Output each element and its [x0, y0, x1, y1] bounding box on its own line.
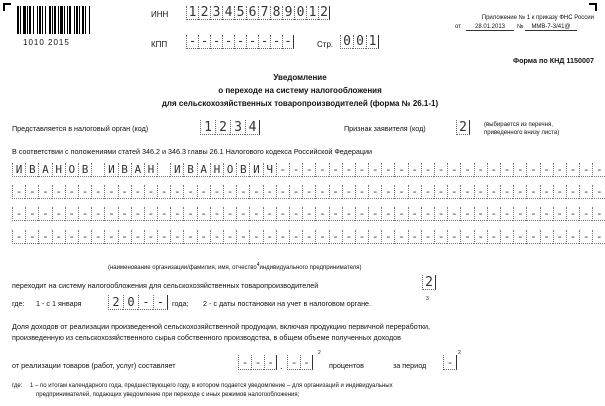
form-code: Форма по КНД 1150007 [512, 56, 594, 65]
form-cell: 9 [282, 6, 294, 20]
barcode-bar [90, 6, 92, 34]
form-cell: 7 [258, 6, 270, 20]
name-cell: - [579, 230, 592, 244]
name-cell: - [131, 185, 144, 199]
name-cell: - [118, 185, 131, 199]
name-cell: - [170, 207, 183, 221]
form-cell: 0 [123, 295, 138, 310]
year-cells [108, 295, 168, 310]
name-cell: - [236, 185, 249, 199]
name-cell: - [500, 185, 513, 199]
name-cell [91, 163, 104, 177]
name-cell: - [78, 230, 91, 244]
name-cell: - [355, 207, 368, 221]
name-cell: - [263, 230, 276, 244]
form-cell: 0 [294, 6, 306, 20]
name-cell: - [434, 163, 447, 177]
name-cell: - [566, 163, 579, 177]
kpp-label: КПП [151, 40, 168, 49]
name-cell: - [329, 230, 342, 244]
name-cell: - [408, 230, 421, 244]
name-caption-end: индивидуального предпринимателя) [259, 265, 362, 271]
transition-option-2: 2 - с даты постановки на учет в налоговом органе. [203, 299, 372, 308]
period-cell [443, 355, 457, 370]
tax-authority-cells [200, 120, 260, 135]
name-cell: - [276, 207, 289, 221]
name-cell: - [52, 185, 65, 199]
name-cell: - [302, 207, 315, 221]
name-cell: О [65, 163, 78, 177]
name-cell: - [381, 207, 394, 221]
name-cell: - [553, 207, 566, 221]
name-cell: - [460, 207, 473, 221]
form-cell: - [210, 35, 222, 49]
name-cell: - [540, 230, 553, 244]
name-row-1 [12, 163, 605, 177]
applicant-cell [456, 120, 470, 135]
name-cell: - [566, 230, 579, 244]
form-cell: - [238, 355, 251, 370]
name-cell: - [329, 163, 342, 177]
form-cell: 2 [422, 275, 436, 290]
appendix-from: от [455, 24, 461, 30]
name-cell: - [52, 230, 65, 244]
name-cell: - [342, 185, 355, 199]
transition-label: переходит на систему налогообложения для сельскохозяйственных товаропроизводителей [12, 281, 319, 290]
name-cell: - [566, 207, 579, 221]
name-cell: - [408, 207, 421, 221]
name-cell: - [474, 185, 487, 199]
period-sup: 2 [458, 350, 461, 356]
name-cell: - [236, 207, 249, 221]
name-cell: - [302, 185, 315, 199]
name-cell: - [394, 163, 407, 177]
name-row-3 [12, 207, 605, 221]
form-cell: - [300, 355, 313, 370]
page-label: Стр. [317, 40, 334, 49]
percent-cells [238, 355, 277, 370]
transition-where: где: [12, 299, 25, 308]
name-cell: - [447, 163, 460, 177]
applicant-note2: приведенного внизу листа) [484, 130, 560, 136]
name-cell: - [223, 207, 236, 221]
name-cell: И [104, 163, 117, 177]
name-cell: О [223, 163, 236, 177]
decimal-point: . [280, 361, 283, 371]
name-cell: - [131, 230, 144, 244]
name-cell: - [315, 163, 328, 177]
name-cell: - [460, 163, 473, 177]
form-cell: - [234, 35, 246, 49]
name-cell: - [513, 207, 526, 221]
name-cell: - [342, 163, 355, 177]
name-cell: - [91, 230, 104, 244]
form-cell: 4 [245, 120, 260, 135]
name-cell: - [434, 207, 447, 221]
name-cell: - [592, 230, 605, 244]
name-row-4 [12, 230, 605, 244]
name-cell: - [12, 207, 25, 221]
form-cell: 5 [234, 6, 246, 20]
basis-text: В соответствии с положениями статей 346.2 и 346.3 главы 26.1 Налогового кодекса Российской Федерации [12, 147, 372, 156]
form-cell: 1 [366, 35, 379, 49]
name-cell: - [289, 230, 302, 244]
name-cell: - [144, 230, 157, 244]
name-cell: - [104, 230, 117, 244]
form-cell: - [251, 355, 264, 370]
name-cell: - [381, 163, 394, 177]
form-cell: - [270, 35, 282, 49]
name-cell: - [157, 207, 170, 221]
name-cell: - [487, 185, 500, 199]
name-cell: И [12, 163, 25, 177]
name-cell: - [421, 163, 434, 177]
name-cell: - [592, 163, 605, 177]
period-label: за период [393, 361, 427, 370]
name-cell: - [236, 230, 249, 244]
name-cell: - [342, 230, 355, 244]
name-cell: - [592, 185, 605, 199]
name-cell: - [553, 230, 566, 244]
name-cell: - [38, 230, 51, 244]
percent-label: процентов [329, 361, 364, 370]
name-cell: - [434, 185, 447, 199]
title-line2: о переходе на систему налогообложения [218, 86, 382, 95]
name-cell: - [157, 230, 170, 244]
name-cell: Н [210, 163, 223, 177]
appendix-number: ММВ-7-3/41@ [525, 24, 577, 31]
name-cell: - [302, 163, 315, 177]
footnote-1b: предпринимателей, подающих уведомление при переходе с иных режимов налогообложения; [36, 392, 300, 398]
corner-mark-tr [589, 3, 597, 11]
form-cell: - [186, 35, 198, 49]
name-cell: - [197, 230, 210, 244]
name-cell: - [460, 230, 473, 244]
name-cell: - [118, 230, 131, 244]
name-cell: - [381, 185, 394, 199]
name-cell: - [368, 207, 381, 221]
name-cell: - [368, 163, 381, 177]
name-cell: - [249, 207, 262, 221]
name-cell: - [38, 185, 51, 199]
name-cell: - [474, 163, 487, 177]
form-cell: - [222, 35, 234, 49]
name-cell: - [355, 163, 368, 177]
name-cell: - [12, 185, 25, 199]
income-line1: Доля доходов от реализации произведенной сельскохозяйственной продукции, включая продукцию первичной переработки, [12, 322, 431, 331]
form-cell: - [246, 35, 258, 49]
form-cell: 8 [270, 6, 282, 20]
name-cell: - [12, 230, 25, 244]
name-cell: - [500, 207, 513, 221]
form-cell: 1 [306, 6, 318, 20]
name-cell: - [394, 230, 407, 244]
name-cell: - [249, 185, 262, 199]
name-cell: - [500, 230, 513, 244]
name-cell: В [236, 163, 249, 177]
name-cell: А [38, 163, 51, 177]
form-cell: 6 [246, 6, 258, 20]
name-cell: - [65, 230, 78, 244]
name-row-2 [12, 185, 605, 199]
name-cell: - [592, 207, 605, 221]
name-cell: И [170, 163, 183, 177]
form-cell: 2 [108, 295, 123, 310]
form-cell: - [153, 295, 168, 310]
name-cell: - [223, 185, 236, 199]
name-cell: - [118, 207, 131, 221]
name-cell: - [289, 207, 302, 221]
name-cell: - [487, 207, 500, 221]
name-cell: - [447, 230, 460, 244]
name-cell: - [329, 185, 342, 199]
title-line1: Уведомление [273, 73, 327, 82]
form-cell: - [198, 35, 210, 49]
title-line3: для сельскохозяйственных товаропроизводителей (форма № 26.1-1) [161, 99, 439, 108]
form-cell: 2 [456, 120, 470, 135]
corner-mark-tl [3, 3, 11, 11]
inn-label: ИНН [151, 10, 169, 19]
name-cell: - [131, 207, 144, 221]
name-caption-sup: 4 [256, 262, 260, 268]
form-cell: 0 [340, 35, 353, 49]
form-cell: - [287, 355, 300, 370]
name-cell: - [500, 163, 513, 177]
name-cell: Ч [263, 163, 276, 177]
form-cell: 3 [230, 120, 245, 135]
name-cell: - [579, 207, 592, 221]
footnote-where: где: [12, 383, 23, 389]
name-cell: - [183, 207, 196, 221]
name-cell: - [210, 185, 223, 199]
name-cell: - [368, 185, 381, 199]
name-cell: - [25, 230, 38, 244]
name-cell: - [65, 185, 78, 199]
name-cell: - [487, 163, 500, 177]
name-cell: - [210, 230, 223, 244]
name-cell: - [553, 185, 566, 199]
name-cell: - [526, 230, 539, 244]
name-cell: А [131, 163, 144, 177]
name-cell: - [144, 207, 157, 221]
name-cell: - [381, 230, 394, 244]
name-cell: - [421, 230, 434, 244]
transition-option-1: 1 - с 1 января [36, 299, 82, 308]
form-cell: 2 [318, 6, 330, 20]
name-cell: - [38, 207, 51, 221]
name-cell: - [487, 230, 500, 244]
name-cell: - [276, 185, 289, 199]
form-cell: 1 [200, 120, 215, 135]
name-cell: - [474, 230, 487, 244]
name-cell: - [170, 185, 183, 199]
name-cell: В [25, 163, 38, 177]
name-cell: - [355, 230, 368, 244]
name-cell: - [421, 185, 434, 199]
name-cell: - [447, 185, 460, 199]
name-cell: - [263, 185, 276, 199]
name-cell: - [553, 163, 566, 177]
name-cell: - [25, 185, 38, 199]
name-cell: - [210, 207, 223, 221]
name-cell: - [197, 185, 210, 199]
form-cell: 3 [210, 6, 222, 20]
name-cell: - [526, 163, 539, 177]
name-cell: - [540, 207, 553, 221]
inn-cells [186, 6, 330, 20]
name-cell: Н [144, 163, 157, 177]
name-cell: - [197, 207, 210, 221]
name-cell: - [276, 230, 289, 244]
name-caption-start: (наименование организации/фамилия, имя, отчество [108, 265, 257, 271]
footnote-1a: 1 – по итогам календарного года, предшествующего году, в котором подается уведомление – для организаций и индивидуальных [30, 383, 393, 389]
name-cell: - [315, 185, 328, 199]
year-suffix: года; [172, 299, 189, 308]
applicant-note1: (выбирается из перечня, [484, 122, 553, 128]
name-cell: - [394, 185, 407, 199]
name-cell: - [78, 207, 91, 221]
income-line3: от реализации товаров (работ, услуг) составляет [12, 361, 176, 370]
form-cell: - [138, 295, 153, 310]
transition-sup: 3 [426, 296, 429, 302]
name-cell: - [65, 207, 78, 221]
name-cell: И [249, 163, 262, 177]
name-cell: В [118, 163, 131, 177]
name-cell: - [329, 207, 342, 221]
name-cell: - [157, 185, 170, 199]
name-cell: - [315, 230, 328, 244]
name-cell: - [540, 163, 553, 177]
applicant-label: Признак заявителя (код) [344, 124, 426, 133]
appendix-line1: Приложение № 1 к приказу ФНС России [481, 15, 594, 21]
transition-code-cell [422, 275, 436, 290]
name-cell: - [408, 185, 421, 199]
name-cell: - [78, 185, 91, 199]
name-cell: - [91, 207, 104, 221]
name-cell: - [289, 185, 302, 199]
name-cell: А [197, 163, 210, 177]
name-cell: - [170, 230, 183, 244]
name-cell: - [566, 185, 579, 199]
name-cell: - [368, 230, 381, 244]
form-cell: 0 [353, 35, 366, 49]
name-cell: - [394, 207, 407, 221]
form-cell: 4 [222, 6, 234, 20]
name-caption [108, 262, 361, 271]
kpp-cells [186, 35, 294, 49]
name-cell: - [183, 185, 196, 199]
name-cell: - [25, 207, 38, 221]
barcode-number: 1010 2015 [23, 38, 70, 47]
name-cell: - [276, 163, 289, 177]
name-cell: В [78, 163, 91, 177]
name-cell: - [144, 185, 157, 199]
name-cell: Н [52, 163, 65, 177]
name-cell: - [91, 185, 104, 199]
name-cell: - [513, 163, 526, 177]
name-cell: - [302, 230, 315, 244]
name-cell: - [104, 185, 117, 199]
appendix-no: № [517, 24, 524, 30]
income-line2: произведенную из сельскохозяйственного сырья собственного производства, в общем объеме полученных доходов [12, 333, 401, 342]
name-cell [157, 163, 170, 177]
name-cell: - [447, 207, 460, 221]
name-cell: - [263, 207, 276, 221]
name-cell: - [249, 230, 262, 244]
form-cell: - [258, 35, 270, 49]
tax-authority-label: Представляется в налоговый орган (код) [12, 124, 149, 133]
name-cell: - [104, 207, 117, 221]
name-cell: - [315, 207, 328, 221]
form-cell: 1 [186, 6, 198, 20]
name-cell: - [408, 163, 421, 177]
name-cell: - [513, 230, 526, 244]
name-cell: - [460, 185, 473, 199]
name-cell: - [342, 207, 355, 221]
name-cell: - [183, 230, 196, 244]
barcode [17, 6, 101, 34]
form-cell: - [282, 35, 294, 49]
name-cell: - [526, 207, 539, 221]
name-cell: - [289, 163, 302, 177]
name-cell: - [421, 207, 434, 221]
income-sup: 2 [318, 350, 321, 356]
name-cell: - [579, 185, 592, 199]
decimal-cells [287, 355, 313, 370]
name-cell: - [474, 207, 487, 221]
page-cells [340, 35, 379, 49]
name-cell: - [355, 185, 368, 199]
form-cell: 2 [198, 6, 210, 20]
name-cell: - [434, 230, 447, 244]
form-cell: 2 [215, 120, 230, 135]
name-cell: - [540, 185, 553, 199]
name-cell: - [513, 185, 526, 199]
name-cell: - [52, 207, 65, 221]
name-cell: - [223, 230, 236, 244]
appendix-date: 28.01.2013 [466, 24, 514, 31]
name-cell: - [526, 185, 539, 199]
name-cell: - [579, 163, 592, 177]
form-cell: - [264, 355, 277, 370]
form-cell: - [443, 355, 457, 370]
name-cell: В [183, 163, 196, 177]
